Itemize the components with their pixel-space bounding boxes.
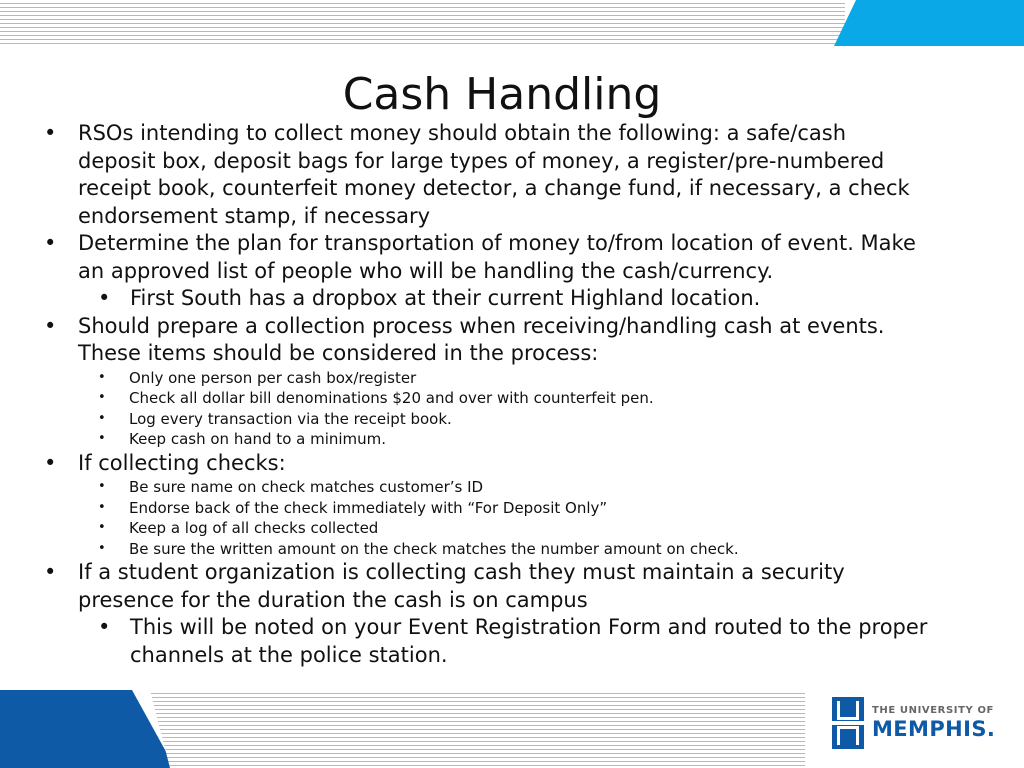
bullet-text: If collecting checks: [78,450,286,475]
bullet-icon: • [98,369,106,385]
bullet-icon: • [98,540,106,556]
bullet-icon: • [44,313,57,338]
bullet-icon: • [98,520,106,535]
bullet-text: If a student organization is collecting cash they must maintain a security presence for the duration the cash is on campus [78,560,845,612]
university-logo [832,697,995,749]
bullet-item [0,450,930,478]
bullet-icon: • [98,615,111,639]
bullet-text: RSOs intending to collect money should obtain the following: a safe/cash deposit box, deposit bags for large types of money, a register/pre-numbered receipt book, counterfeit money detector, a change fund, if necessary, a check endorsement stamp, if necessary [78,121,910,228]
logo-mark-icon [832,697,864,749]
bullet-text: Determine the plan for transportation of money to/from location of event. Make an approved list of people who will be handling the cash/currency. [78,231,916,283]
sub-bullet-item [0,368,1000,389]
bullet-icon: • [98,390,106,405]
bullet-icon: • [44,121,57,145]
sub-bullet-item [0,518,1000,539]
bullet-icon: • [44,560,57,584]
bullet-item [0,120,930,230]
bullet-item [0,559,930,614]
bullet-list [0,120,1000,669]
bullet-icon: • [44,231,57,255]
sub-bullet-text: Be sure the written amount on the check matches the number amount on check. [129,539,739,558]
sub-bullet-item [0,614,930,669]
sub-bullet-item [0,409,1000,430]
sub-bullet-item [0,429,1000,450]
bullet-icon: • [98,410,106,426]
logo-line2: MEMPHIS. [872,717,996,741]
sub-bullet-text: Endorse back of the check immediately with “For Deposit Only” [129,498,608,517]
sub-bullet-text: Log every transaction via the receipt book. [129,409,452,428]
sub-bullet-item [0,388,1000,409]
sub-bullet-text: First South has a dropbox at their current Highland location. [130,286,761,310]
bullet-icon: • [98,499,106,515]
sub-bullet-item [0,285,930,313]
footer-stripes [150,690,805,768]
bullet-icon: • [98,479,106,494]
slide-title: Cash Handling [342,69,662,120]
header-stripes [0,0,845,46]
sub-bullet-item [0,477,1000,498]
sub-bullet-text: Check all dollar bill denominations $20 and over with counterfeit pen. [129,389,654,407]
sub-bullet-item [0,539,1000,560]
bullet-item [0,313,930,368]
sub-bullet-text: Only one person per cash box/register [129,368,417,387]
sub-bullet-text: Keep a log of all checks collected [129,519,379,537]
sub-bullet-text: This will be noted on your Event Registration Form and routed to the proper channels at the police station. [130,615,928,667]
bullet-text: Should prepare a collection process when receiving/handling cash at events. These items should be considered in the process: [78,313,885,365]
bullet-icon: • [44,450,57,475]
logo-text [872,706,995,740]
bullet-icon: • [98,286,111,310]
bullet-item [0,230,930,285]
footer-accent [0,690,175,768]
logo-line1: THE UNIVERSITY OF [872,705,994,716]
sub-bullet-text: Keep cash on hand to a minimum. [129,430,387,448]
header-accent [834,0,1024,46]
sub-bullet-text: Be sure name on check matches customer’s ID [129,478,484,496]
sub-bullet-item [0,498,1000,519]
bullet-icon: • [98,431,106,446]
